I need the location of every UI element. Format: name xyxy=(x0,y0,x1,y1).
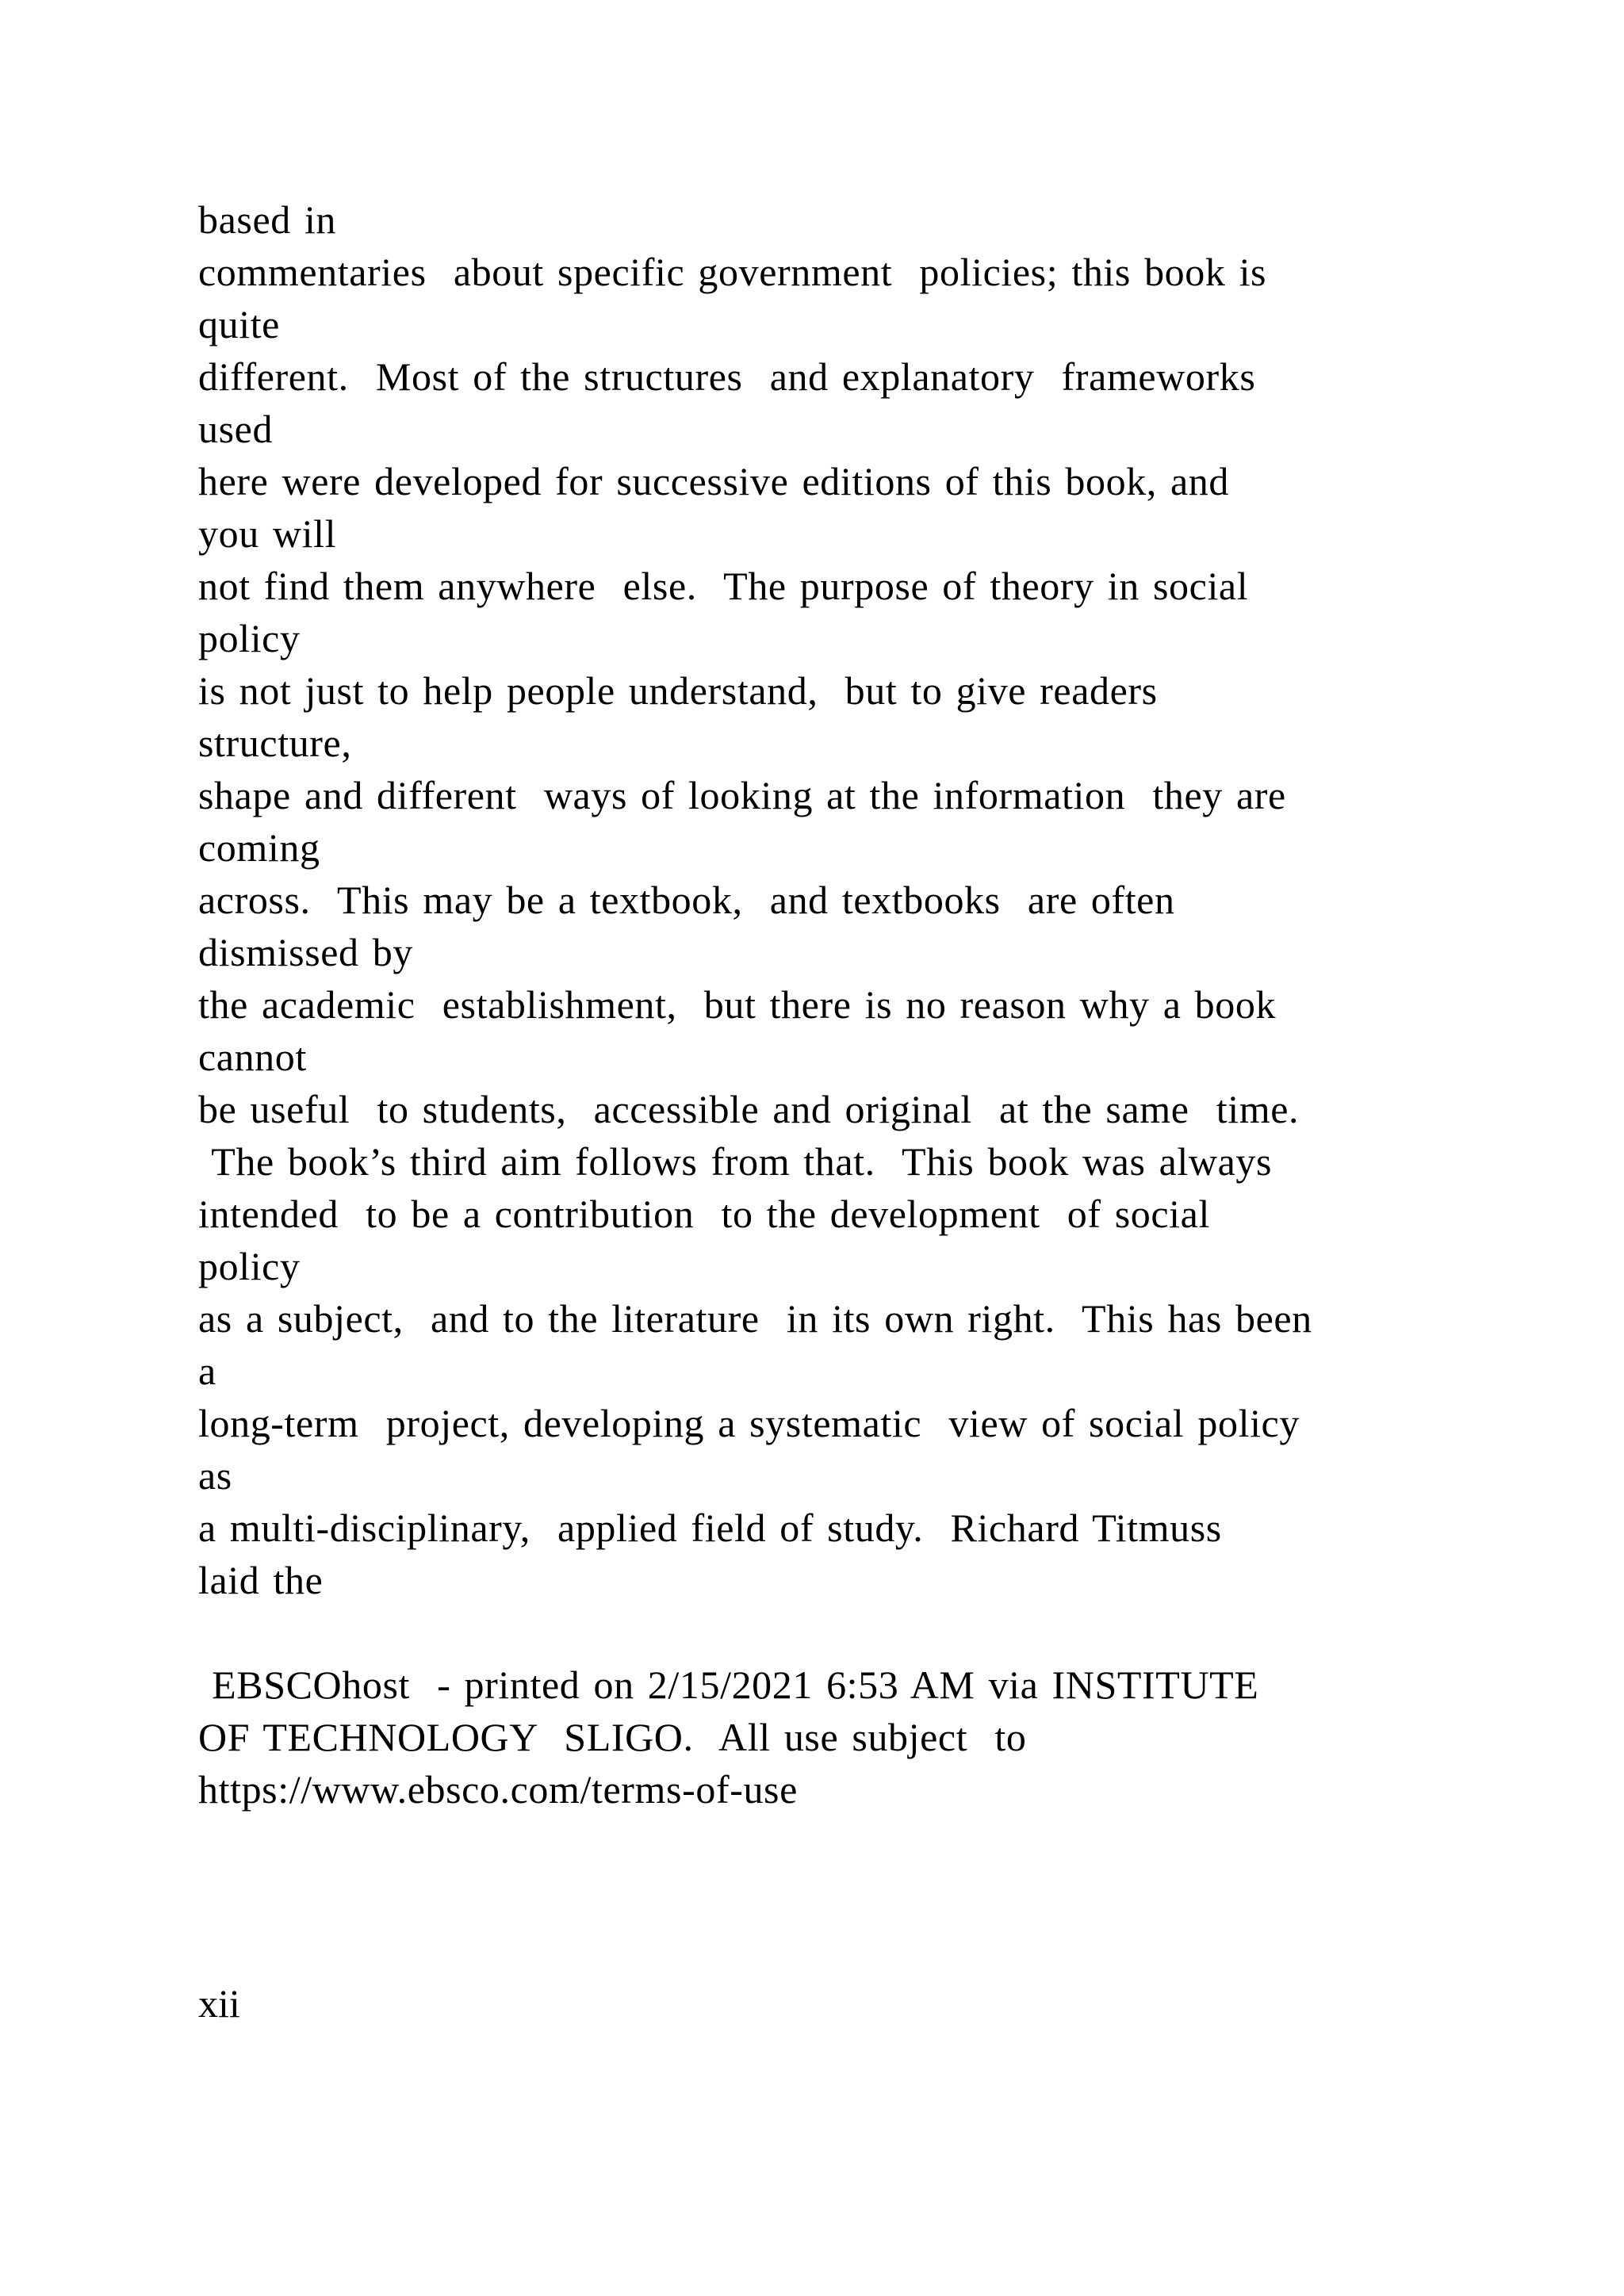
body-line: commentaries about specific government policies; this book is xyxy=(198,250,1267,294)
body-line: shape and different ways of looking at the information they are xyxy=(198,773,1286,817)
body-line: as xyxy=(198,1453,232,1498)
body-line: a xyxy=(198,1349,216,1393)
body-line: dismissed by xyxy=(198,930,413,974)
body-line: The book’s third aim follows from that. This book was always xyxy=(198,1139,1273,1184)
body-line: based in xyxy=(198,197,337,242)
body-line: structure, xyxy=(198,721,352,765)
ebsco-footer xyxy=(198,1659,1546,1816)
body-line: cannot xyxy=(198,1035,307,1079)
footer-line: OF TECHNOLOGY SLIGO. All use subject to xyxy=(198,1715,1027,1759)
body-line: laid the xyxy=(198,1558,324,1602)
footer-line: EBSCOhost - printed on 2/15/2021 6:53 AM via INSTITUTE xyxy=(198,1663,1259,1707)
page-number: xii xyxy=(198,1981,240,2026)
body-line: policy xyxy=(198,1244,301,1288)
body-line: a multi-disciplinary, applied field of study. Richard Titmuss xyxy=(198,1506,1222,1550)
body-text xyxy=(198,193,1546,1606)
body-line: here were developed for successive editions of this book, and xyxy=(198,459,1229,503)
body-line: used xyxy=(198,407,274,451)
body-line: the academic establishment, but there is no reason why a book xyxy=(198,982,1277,1027)
body-line: quite xyxy=(198,302,280,346)
body-line: you will xyxy=(198,511,337,556)
body-line: across. This may be a textbook, and textbooks are often xyxy=(198,878,1175,922)
body-line: intended to be a contribution to the development of social xyxy=(198,1192,1210,1236)
body-line: long-term project, developing a systematic view of social policy xyxy=(198,1401,1300,1445)
body-line: is not just to help people understand, but to give readers xyxy=(198,668,1158,713)
body-line: policy xyxy=(198,616,301,660)
body-line: different. Most of the structures and explanatory frameworks xyxy=(198,354,1256,399)
body-line: as a subject, and to the literature in its own right. This has been xyxy=(198,1296,1312,1341)
footer-url[interactable]: https://www.ebsco.com/terms-of-use xyxy=(198,1767,798,1812)
body-line: coming xyxy=(198,825,320,870)
body-line: be useful to students, accessible and original at the same time. xyxy=(198,1087,1300,1131)
body-line: not find them anywhere else. The purpose of theory in social xyxy=(198,564,1249,608)
